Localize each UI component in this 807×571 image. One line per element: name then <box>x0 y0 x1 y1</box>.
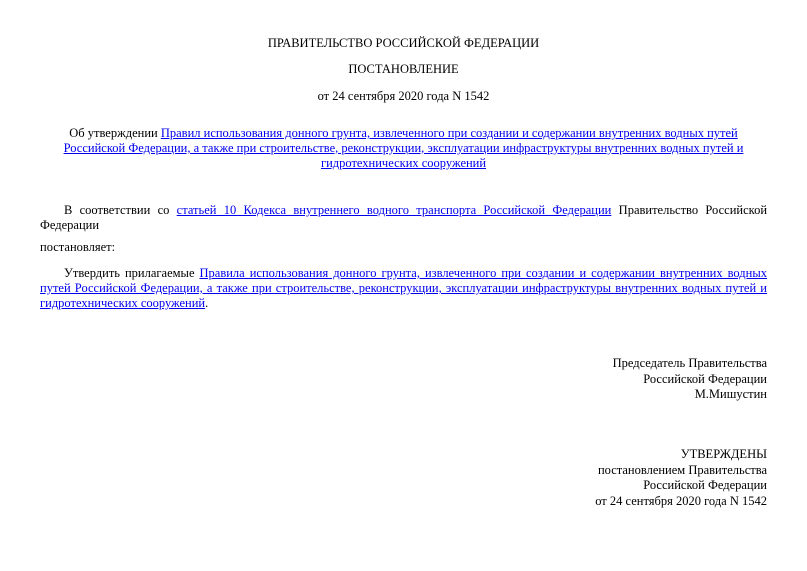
subject-prefix: Об утверждении <box>69 126 161 140</box>
signatory-title-2: Российской Федерации <box>643 371 767 386</box>
preamble-suffix: Правительство Российской Федерации <box>40 203 768 232</box>
clause-prefix: Утвердить прилагаемые <box>64 266 200 280</box>
signatory-name: М.Мишустин <box>694 387 767 401</box>
signature-block <box>613 356 767 403</box>
approved-rules-link[interactable]: Правила использования донного грунта, извлеченного при создании и содержании внутренних водных путей Российской Федерации, а также при строительстве, реконструкции, эксплуатации инфраструктуры внутренних водных путей и гидротехнических сооружений <box>40 266 767 310</box>
approved-title: УТВЕРЖДЕНЫ <box>680 447 767 461</box>
government-heading: ПРАВИТЕЛЬСТВО РОССИЙСКОЙ ФЕДЕРАЦИИ <box>267 36 540 50</box>
subject-rules-link[interactable]: Правил использования донного грунта, извлеченного при создании и содержании внутренних водных путей Российской Федерации, а также при строительстве, реконструкции, эксплуатации инфраструктуры внутренних водных путей и гидротехнических сооружений <box>63 126 744 170</box>
preamble-prefix: В соответствии со <box>64 203 177 217</box>
resolves-text: постановляет: <box>40 240 116 254</box>
preamble-paragraph <box>40 203 767 233</box>
document-page <box>40 0 767 571</box>
document-type: ПОСТАНОВЛЕНИЕ <box>348 62 459 76</box>
approved-line-3: от 24 сентября 2020 года N 1542 <box>595 493 767 508</box>
clause-suffix: . <box>205 296 209 310</box>
approved-line-1: постановлением Правительства <box>597 462 767 477</box>
document-subject <box>40 126 767 171</box>
signatory-title-1: Председатель Правительства <box>612 356 767 370</box>
approved-line-2: Российской Федерации <box>643 478 767 492</box>
code-article-link[interactable]: статьей 10 Кодекса внутреннего водного транспорта Российской Федерации <box>176 203 612 217</box>
approve-clause <box>40 266 767 311</box>
approval-stamp-block <box>595 447 767 509</box>
document-date-number: от 24 сентября 2020 года N 1542 <box>317 89 490 103</box>
